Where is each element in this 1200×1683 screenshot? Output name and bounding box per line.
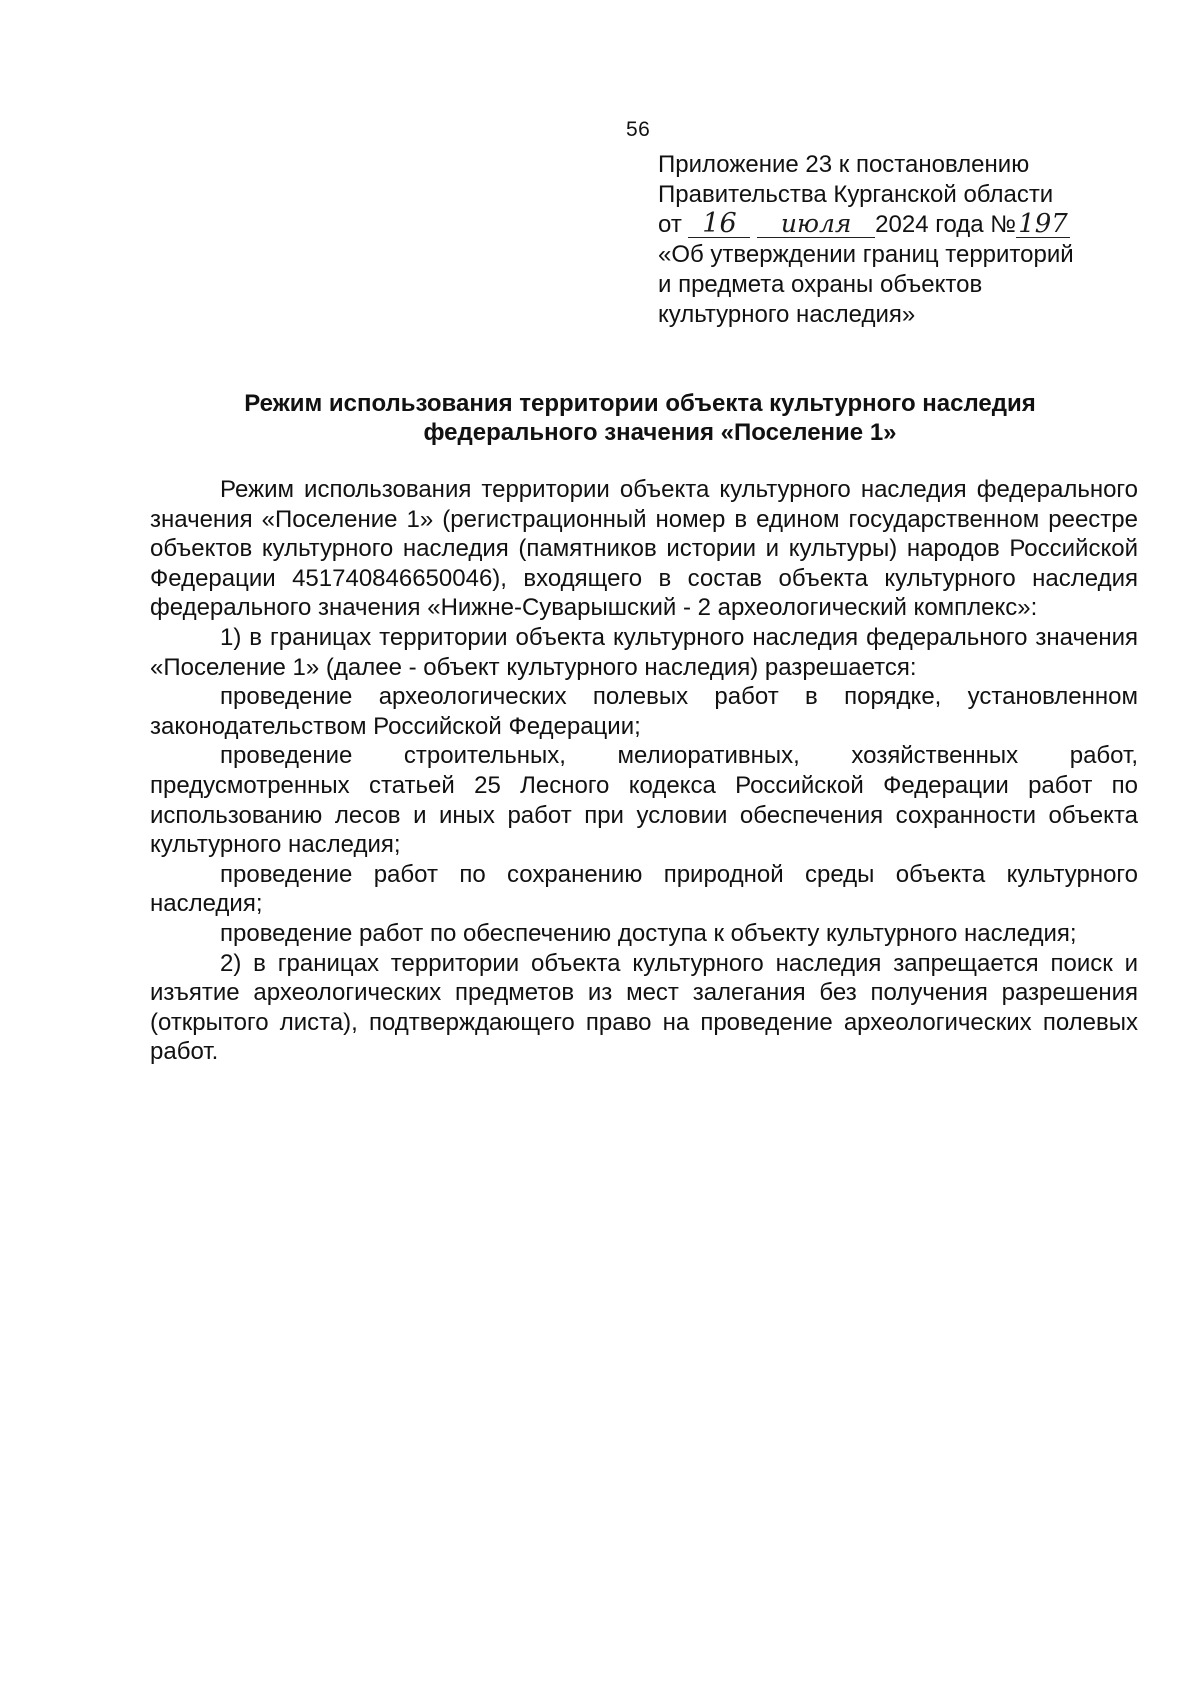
paragraph-permitted-archaeology: проведение археологических полевых работ в порядке, установленном законодательством Российской Федерации; (150, 683, 1138, 740)
handwritten-day: 16 (688, 211, 750, 238)
document-title (150, 389, 1130, 447)
appendix-year-text: 2024 года № (875, 211, 1017, 238)
page-number: 56 (626, 118, 651, 141)
paragraph-permitted-header: 1) в границах территории объекта культурного наследия федерального значения «Поселение 1» (далее - объект культурного наследия) разрешается: (150, 623, 1138, 681)
appendix-line-2: Правительства Курганской области (658, 181, 1054, 208)
appendix-line-4: «Об утверждении границ территорий (658, 241, 1074, 268)
appendix-line-1: Приложение 23 к постановлению (658, 151, 1030, 178)
appendix-block (658, 150, 1128, 330)
paragraph-permitted-construction: проведение строительных, мелиоративных, хозяйственных работ, предусмотренных статьей 25 Лесного кодекса Российской Федерации работ по использованию лесов и иных работ при условии обеспечения сохранности объекта культурного наследия; (150, 742, 1138, 859)
appendix-line-6: культурного наследия» (658, 301, 916, 328)
appendix-line-3 (658, 210, 1128, 240)
document-body (150, 475, 1138, 1067)
appendix-date-prefix: от (658, 211, 682, 238)
paragraph-intro: Режим использования территории объекта культурного наследия федерального значения «Поселение 1» (регистрационный номер в едином государственном реестре объектов культурного наследия (памятников истории и культуры) народов Российской Федерации 451740846650046), входящего в состав объекта культурного наследия федерального значения «Нижне-Суварышский - 2 археологический комплекс»: (150, 476, 1138, 622)
appendix-line-5: и предмета охраны объектов (658, 271, 983, 298)
paragraph-prohibited: 2) в границах территории объекта культурного наследия запрещается поиск и изъятие археологических предметов из мест залегания без получения разрешения (открытого листа), подтверждающего право на проведение археологических полевых работ. (150, 949, 1138, 1066)
paragraph-permitted-environment: проведение работ по сохранению природной среды объекта культурного наследия; (150, 860, 1138, 918)
title-line-1: Режим использования территории объекта культурного наследия (244, 390, 1036, 417)
title-line-2: федерального значения «Поселение 1» (423, 419, 897, 446)
handwritten-number: 197 (1016, 211, 1070, 238)
paragraph-permitted-access: проведение работ по обеспечению доступа к объекту культурного наследия; (220, 919, 1077, 947)
handwritten-month: июля (757, 211, 875, 238)
